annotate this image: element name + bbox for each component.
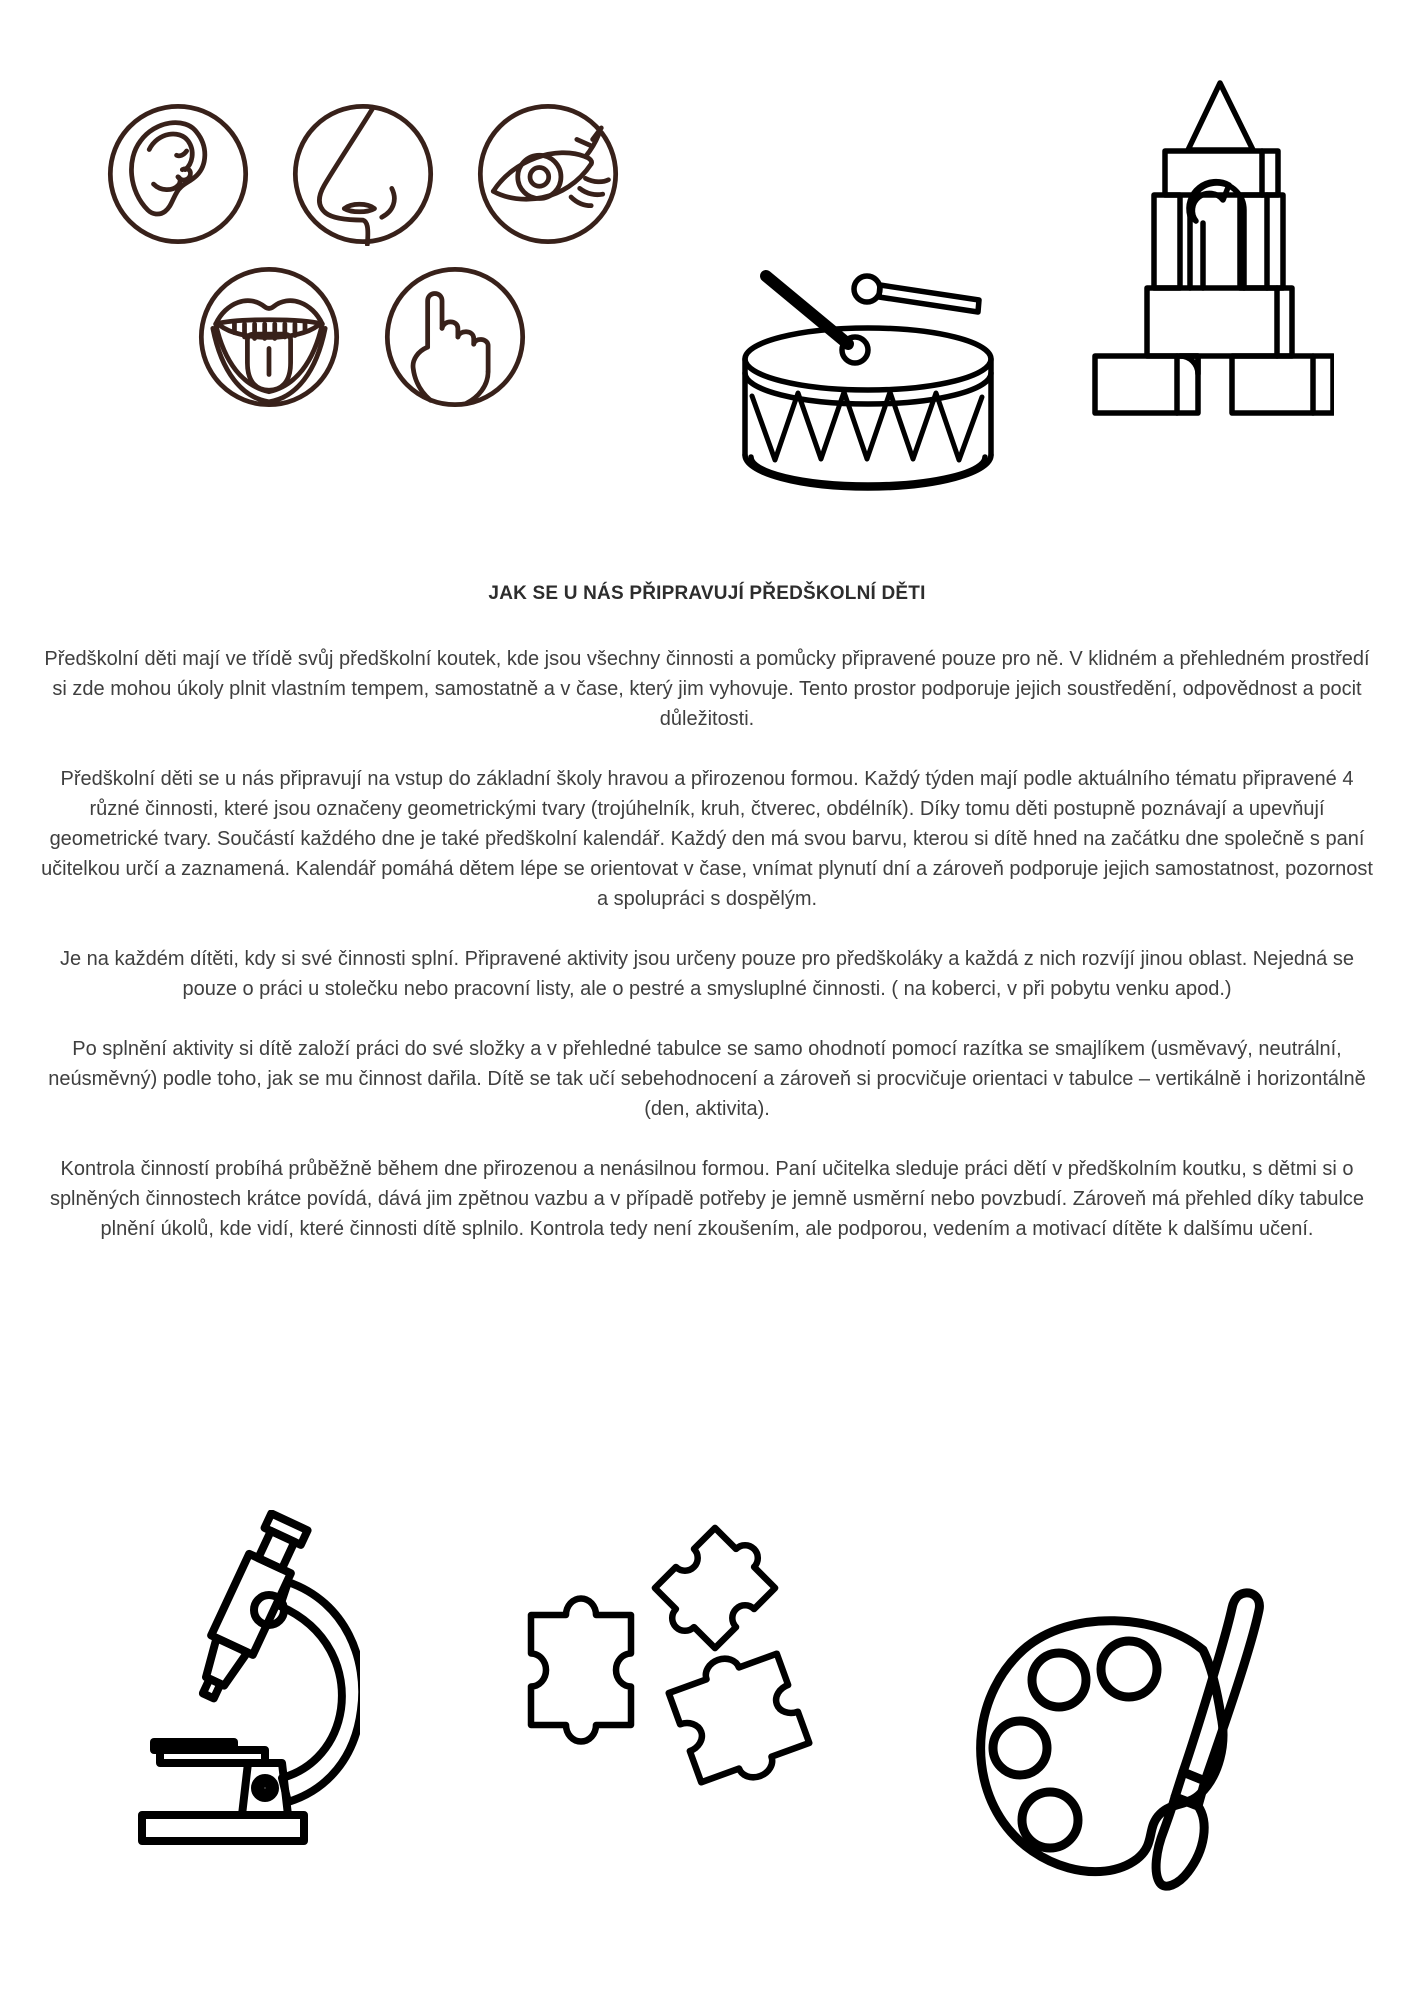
paragraph-1: Předškolní děti mají ve třídě svůj předškolní koutek, kde jsou všechny činnosti a pomůcky připravené pouze pro ně. V klidném a přehledném prostředí si zde mohou úkoly plnit vlastním tempem, samostatně a v čase, který jim vyhovuje. Tento prostor podporuje jejich soustředění, odpovědnost a pocit důležitosti. <box>44 648 1370 730</box>
paragraph-3: Je na každém dítěti, kdy si své činnosti splní. Připravené aktivity jsou určeny pouze pro předškoláky a každá z nich rozvíjí jinou oblast. Nejedná se pouze o práci u stolečku nebo pracovní listy, ale o pestré a smysluplné činnosti. ( na koberci, v při pobytu venku apod.) <box>60 948 1354 1000</box>
article <box>40 582 1374 1274</box>
eye-icon <box>476 102 620 246</box>
mouth-icon <box>197 265 341 409</box>
microscope-icon <box>130 1510 360 1850</box>
paragraph-5: Kontrola činností probíhá průběžně během dne přirozenou a nenásilnou formou. Paní učitelka sleduje práci dětí v předškolním koutku, s dětmi si o splněných činnostech krátce povídá, dává jim zpětnou vazbu a v případě potřeby je jemně usměrní nebo povzbudí. Zároveň má přehled díky tabulce plnění úkolů, kde vidí, které činnosti dítě splnilo. Kontrola tedy není zkoušením, ale podporou, vedením a motivací dítěte k dalšímu učení. <box>49 1158 1365 1240</box>
paragraph-2: Předškolní děti se u nás připravují na vstup do základní školy hravou a přirozenou formou. Každý týden mají podle aktuálního tématu připravené 4 různé činnosti, které jsou označeny geometrickými tvary (trojúhelník, kruh, čtverec, obdélník). Díky tomu děti postupně poznávají a upevňují geometrické tvary. Součástí každého dne je také předškolní kalendář. Každý den má svou barvu, kterou si dítě hned na začátku dne společně s paní učitelkou určí a zaznamená. Kalendář pomáhá dětem lépe se orientovat v čase, vnímat plynutí dní a zároveň podporuje jejich samostatnost, pozornost a spolupráci s dospělým. <box>41 768 1373 910</box>
drum-icon <box>640 260 1000 500</box>
paragraph-4: Po splnění aktivity si dítě založí práci do své složky a v přehledné tabulce se samo ohodnotí pomocí razítka se smajlíkem (usměvavý, neutrální, neúsměvný) podle toho, jak se mu činnost dařila. Dítě se tak učí sebehodnocení a zároveň si procvičuje orientaci v tabulce – vertikálně i horizontálně (den, aktivita). <box>48 1038 1366 1120</box>
puzzle-pieces-icon <box>520 1500 830 1800</box>
ear-icon <box>106 102 250 246</box>
nose-icon <box>291 102 435 246</box>
touch-hand-icon <box>383 265 527 409</box>
page-title: JAK SE U NÁS PŘIPRAVUJÍ PŘEDŠKOLNÍ DĚTI <box>488 583 926 604</box>
paint-palette-icon <box>955 1578 1295 1938</box>
block-tower-icon <box>1092 68 1334 418</box>
